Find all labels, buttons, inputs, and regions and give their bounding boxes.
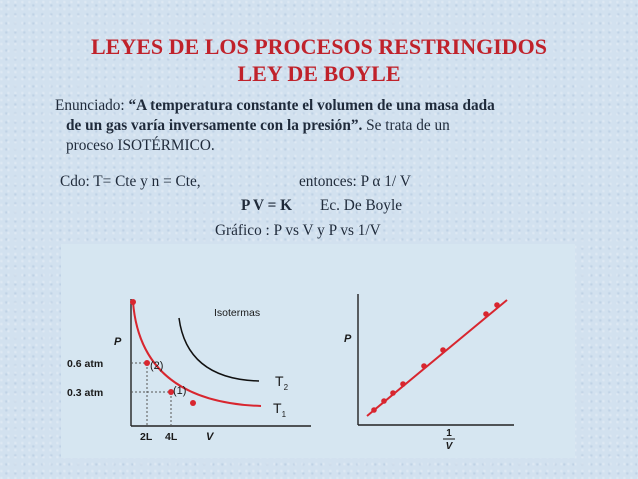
statement-line2 [55, 116, 575, 136]
pv-x-tick-4L: 4L [165, 431, 178, 443]
p1v-x-axis-label-numerator: 1 [446, 428, 452, 439]
proportionality-text: entonces: P α 1/ V [299, 173, 411, 190]
statement-paragraph [55, 96, 575, 156]
conditions-text: Cdo: T= Cte y n = Cte, [60, 173, 201, 190]
pv-y-axis-label: P [114, 336, 122, 348]
pv-x-tick-2L: 2L [140, 431, 153, 443]
isotherm-curve-t2 [179, 318, 259, 381]
p1v-point-8 [494, 302, 500, 308]
p1v-x-axis-label-denominator: V [445, 441, 453, 452]
p1v-point-3 [390, 390, 396, 396]
boyle-equation: P V = K [241, 197, 293, 214]
state-label-1: (1) [173, 385, 187, 397]
curve-label-t1: $T_1$ [273, 400, 287, 419]
boyle-figure [61, 244, 575, 458]
pv-x-axis-label: V [206, 431, 214, 443]
curve-point-mid [190, 400, 196, 406]
pv-y-tick-0.3: 0.3 atm [67, 387, 104, 399]
statement-line3: proceso ISOTÉRMICO. [66, 137, 215, 154]
state-label-2: (2) [150, 360, 164, 372]
p1v-point-1 [371, 407, 377, 413]
p1v-point-6 [440, 347, 446, 353]
statement-label: Enunciado: [55, 97, 129, 114]
slide-subtitle: LEY DE BOYLE [237, 61, 401, 86]
isotherms-label: Isotermas [214, 307, 261, 319]
graph-caption: Gráfico : P vs V y P vs 1/V [215, 222, 381, 239]
pv-y-tick-0.6: 0.6 atm [67, 358, 104, 370]
pv-isotherm-chart [67, 299, 311, 443]
statement-quote-line2: de un gas varía inversamente con la presión”. [66, 117, 363, 134]
p1v-point-7 [483, 311, 489, 317]
statement-quote-line1: “A temperatura constante el volumen de una masa dada [128, 97, 495, 114]
p1v-point-2 [381, 398, 387, 404]
curve-point-top [130, 299, 136, 305]
boyle-figure-svg [61, 244, 575, 458]
p1v-point-4 [400, 381, 406, 387]
p1v-point-5 [421, 363, 427, 369]
slide-title: LEYES DE LOS PROCESOS RESTRINGIDOS [90, 34, 548, 59]
statement-rest-line2: Se trata de un [362, 117, 450, 134]
p1v-line [367, 300, 507, 416]
p1v-y-axis-label: P [344, 333, 352, 345]
curve-label-t2: $T_2$ [275, 373, 289, 392]
boyle-equation-label: Ec. De Boyle [320, 197, 402, 214]
p-vs-inverse-v-chart [344, 294, 514, 452]
